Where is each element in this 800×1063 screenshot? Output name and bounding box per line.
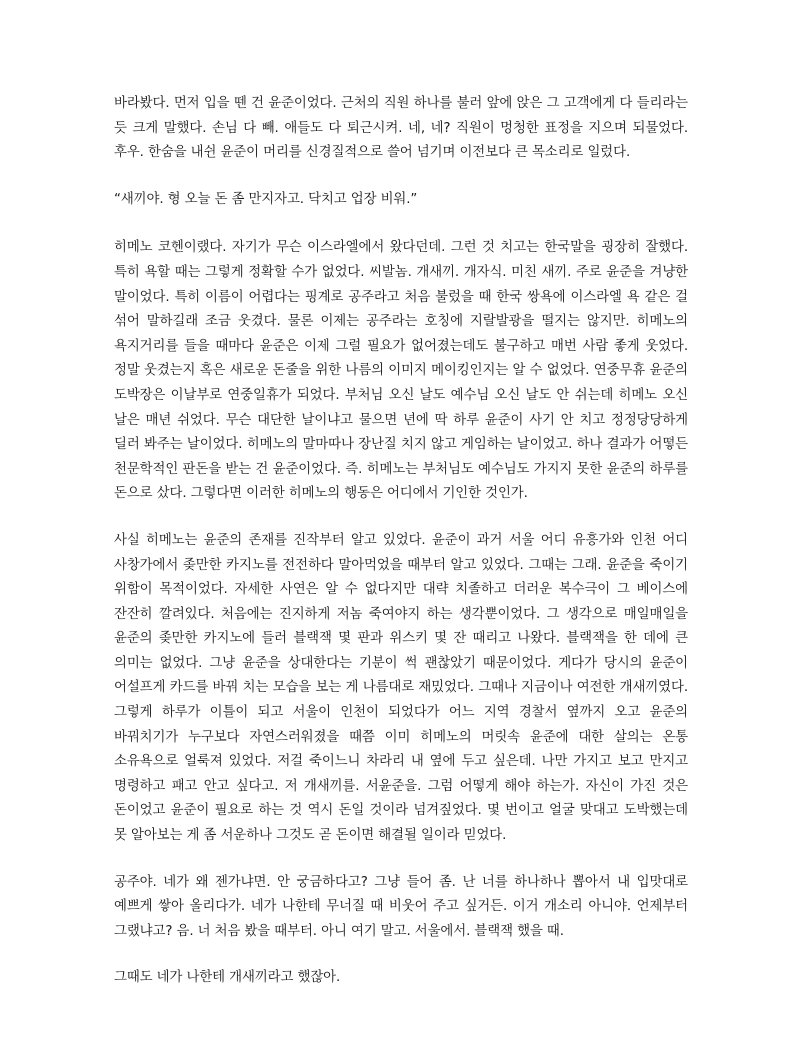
paragraph-opening: 바라봤다. 먼저 입을 뗀 건 윤준이었다. 근처의 직원 하나를 불러 앞에 앉은 그 고객에게 다 들리라는 듯 크게 말했다. 손님 다 빼. 애들도 다 퇴근시켜. 네, 네? 직원이 멍청한 표정을 지으며 되물었다. 후우. 한숨을 내쉰 윤준이 머리를 신경질적으로 쓸어 넘기며 이전보다 큰 목소리로 일렀다. xyxy=(114,96,688,161)
paragraph-jenga: 공주야. 네가 왜 젠가냐면. 안 궁금하다고? 그냥 들어 좀. 난 너를 하나하나 뽑아서 내 입맛대로 예쁘게 쌓아 올리다가. 네가 나한테 무너질 때 비웃어 주고 싶거든. 이거 개소리 아니야. 언제부터 그랬냐고? 음. 너 처음 봤을 때부터. 아니 여기 말고. 서울에서. 블랙잭 했을 때. xyxy=(114,874,688,939)
paragraph-himeno-intro: 히메노 코헨이랬다. 자기가 무슨 이스라엘에서 왔다던데. 그런 것 치고는 한국말을 굉장히 잘했다. 특히 욕할 때는 그렇게 정확할 수가 없었다. 씨발놈. 개새끼. 개자식. 미친 새끼. 주로 윤준을 겨냥한 말이었다. 특히 이름이 어렵다는 핑계로 공주라고 처음 불렀을 때 한국 쌍욕에 이스라엘 욕 같은 걸 섞어 말하길래 조금 웃겼다. 물론 이제는 공주라는 호칭에 지랄발광을 떨지는 않지만. 히메노의 욕지거리를 들을 때마다 윤준은 이제 그럴 필요가 없어졌는데도 불구하고 매번 사람 좋게 웃었다. 정말 웃겼는지 혹은 새로운 돈줄을 위한 나름의 이미지 메이킹인지는 알 수 없었다. 연중무휴 윤준의 도박장은 이날부로 연중일휴가 되었다. 부처님 오신 날도 예수님 오신 날도 안 쉬는데 히메노 오신 날은 매년 쉬었다. 무슨 대단한 날이냐고 물으면 년에 딱 하루 윤준이 사기 안 치고 정정당당하게 딜러 봐주는 날이었다. 히메노의 말마따나 장난질 치지 않고 게임하는 날이었고. 하나 결과가 어떻든 천문학적인 판돈을 받는 건 윤준이었다. 즉. 히메노는 부처님도 예수님도 가지지 못한 윤준의 하루를 돈으로 샀다. 그렇다면 이러한 히메노의 행동은 어디에서 기인한 것인가. xyxy=(114,240,688,502)
paragraph-quote: “새끼야. 형 오늘 돈 좀 만지자고. 닥치고 업장 비워.” xyxy=(114,191,418,207)
paragraph-closing: 그때도 네가 나한테 개새끼라고 했잖아. xyxy=(114,970,341,986)
paragraph-backstory: 사실 히메노는 윤준의 존재를 진작부터 알고 있었다. 윤준이 과거 서울 어디 유흥가와 인천 어디 사창가에서 좆만한 카지노를 전전하다 말아먹었을 때부터 알고 있었다. 그때는 그래. 윤준을 죽이기 위함이 목적이었다. 자세한 사연은 알 수 없다지만 대략 치졸하고 더러운 복수극이 그 베이스에 잔잔히 깔려있다. 처음에는 진지하게 저놈 죽여야지 하는 생각뿐이었다. 그 생각으로 매일매일을 윤준의 좆만한 카지노에 들러 블랙잭 몇 판과 위스키 몇 잔 때리고 나왔다. 블랙잭을 한 데에 큰 의미는 없었다. 그냥 윤준을 상대한다는 기분이 썩 괜찮았기 때문이었다. 게다가 당시의 윤준이 어설프게 카드를 바꿔 치는 모습을 보는 게 나름대로 재밌었다. 그때나 지금이나 여전한 개새끼였다. 그렇게 하루가 이틀이 되고 서울이 인천이 되었다가 어느 지역 경찰서 옆까지 오고 윤준의 바꿔치기가 누구보다 자연스러워졌을 때쯤 이미 히메노의 머릿속 윤준에 대한 살의는 온통 소유욕으로 얼룩져 있었다. 저걸 죽이느니 차라리 내 옆에 두고 싶은데. 나만 가지고 보고 만지고 명령하고 패고 안고 싶다고. 저 개새끼를. 서윤준을. 그럼 어떻게 해야 하는가. 자신이 가진 것은 돈이었고 윤준이 필요로 하는 것 역시 돈일 것이라 넘겨짚었다. 몇 번이고 얼굴 맞대고 도박했는데 못 알아보는 게 좀 서운하나 그것도 곧 돈이면 해결될 일이라 믿었다. xyxy=(114,532,688,844)
document-body xyxy=(114,92,688,1013)
